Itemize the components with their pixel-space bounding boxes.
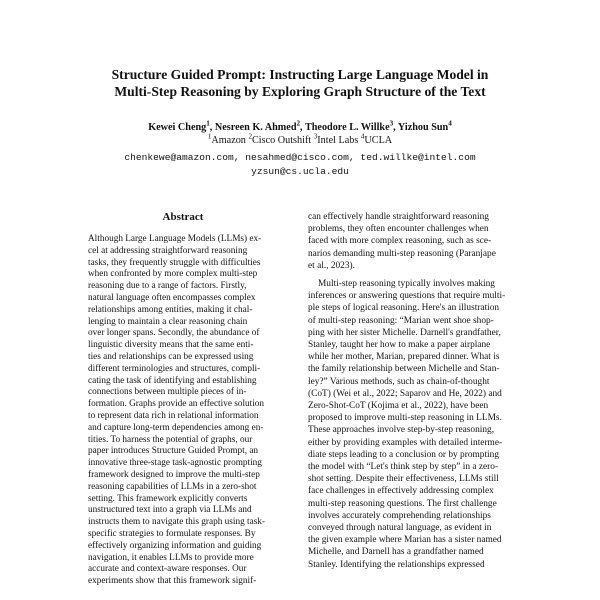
body-line: ping with her sister Michelle. Darnell's grandfather,	[308, 327, 501, 338]
abstract-line: setting. This framework explicitly converts	[88, 493, 248, 504]
abstract-line: when confronted by more complex multi-step	[88, 269, 258, 280]
author-mark: 2	[296, 119, 301, 128]
body-line: et al., 2023).	[308, 260, 355, 271]
affiliation-name: UCLA	[364, 135, 393, 146]
abstract-line: innovative three-stage task-agnostic prompting	[88, 458, 262, 469]
body-line: Michelle, and Darnell has a grandfather named	[308, 547, 484, 558]
abstract-line: to represent data rich in relational information	[88, 410, 259, 421]
body-line: the family relationship between Michelle and Stan-	[308, 364, 500, 375]
abstract-line: experiments show that this framework signif-	[88, 576, 257, 587]
body-line: Zero-Shot-CoT (Kojima et al., 2022), have been	[308, 401, 489, 412]
body-line: Multi-step reasoning typically involves making	[318, 279, 495, 290]
abstract-line: specific strategies to formulate responses. By	[88, 528, 256, 539]
body-line: either by providing examples with detailed interme-	[308, 437, 503, 448]
body-line: involves accurately comprehending relationships	[308, 510, 491, 521]
body-line: ley?” Various methods, such as chain-of-thought	[308, 376, 490, 387]
paper-title-line-2: Multi-Step Reasoning by Exploring Graph Structure of the Text	[114, 84, 486, 99]
body-line: while her mother, Marian, prepared dinner. What is	[308, 352, 500, 363]
author-name: Yizhou Sun	[397, 122, 449, 133]
paper-title-line-1: Structure Guided Prompt: Instructing Large Language Model in	[111, 67, 489, 82]
email-list	[0, 151, 600, 179]
body-line: conveyed through natural language, as evident in	[308, 523, 492, 534]
abstract-line: Although Large Language Models (LLMs) ex-	[88, 234, 262, 244]
body-text-column	[308, 211, 526, 571]
abstract-line: reasoning capabilities of LLMs in a zero-shot	[88, 481, 257, 492]
body-line: diate steps leading to a conclusion or by prompting	[308, 449, 499, 460]
affiliation-name: Amazon	[211, 135, 246, 146]
body-line: proposed to improve multi-step reasoning in LLMs.	[308, 413, 502, 424]
abstract-heading: Abstract	[162, 211, 204, 223]
abstract-line: formation. Graphs provide an effective solution	[88, 399, 265, 410]
body-line: can effectively handle straightforward reasoning	[308, 212, 489, 222]
body-paragraph-2	[308, 278, 526, 571]
abstract-line: linguistic diversity means that the same enti-	[88, 340, 254, 351]
body-line: (CoT) (Wei et al., 2022; Saparov and He, 2022) and	[308, 388, 502, 399]
abstract-line: navigation, it enables LLMs to provide more	[88, 552, 254, 563]
abstract-line: cating the task of identifying and establishing	[88, 375, 257, 386]
body-line: narios demanding multi-step reasoning (Paranjape	[308, 248, 496, 259]
body-line: the given example where Marian has a sister named	[308, 535, 502, 546]
affiliation-mark: 1	[207, 132, 212, 141]
abstract-line: effectively organizing information and guiding	[88, 540, 262, 551]
affiliation-mark: 2	[248, 132, 253, 141]
abstract-line: lenging to maintain a clear reasoning chain	[88, 316, 248, 327]
abstract-line: tities. To harness the potential of graphs, our	[88, 434, 253, 445]
abstract-line: natural language often encompasses complex	[88, 292, 256, 303]
body-line: problems, they often encounter challenges when	[308, 224, 489, 235]
author-name: Theodore L. Willke	[304, 122, 390, 133]
body-line: shot setting. Despite their effectiveness, LLMs still	[308, 474, 499, 485]
affiliation-list	[0, 134, 600, 147]
body-line: ple steps of logical reasoning. Here's an illustration	[308, 303, 500, 314]
body-line: face challenges in effectively addressing complex	[308, 486, 494, 497]
affiliation-mark: 3	[313, 132, 318, 141]
abstract-line: relationships among entities, making it chal-	[88, 304, 253, 315]
body-line: faced with more complex reasoning, such as sce-	[308, 236, 492, 247]
email-line-1: chenkewe@amazon.com, nesahmed@cisco.com, ted.willke@intel.com	[124, 152, 476, 163]
body-line: of multi-step reasoning: “Marian went shoe shop-	[308, 315, 494, 326]
author-mark: 1	[206, 119, 210, 128]
abstract-line: accurate and context-aware responses. Our	[88, 564, 247, 575]
abstract-line: tasks, they frequently struggle with difficulties	[88, 257, 261, 268]
abstract-line: ties and relationships can be expressed using	[88, 351, 254, 362]
abstract-line: and capture long-term dependencies among en-	[88, 422, 264, 433]
body-line: These approaches involve step-by-step reasoning,	[308, 425, 495, 436]
abstract-line: cel at addressing straightforward reasoning	[88, 245, 248, 256]
author-list: Kewei Cheng$^1$, Nesreen K. Ahmed$^2$, Theodore L. Willke$^3$, Yizhou Sun$^4$	[148, 119, 452, 133]
abstract-line: over longer spans. Secondly, the abundance of	[88, 328, 260, 339]
affiliation-mark: 4	[360, 132, 365, 141]
body-line: inferences or answering questions that require multi-	[308, 291, 506, 302]
affiliation-name: Intel Labs	[317, 135, 359, 146]
body-line: Stanley. Identifying the relationships expressed	[308, 559, 485, 570]
body-line: multi-step reasoning questions. The first challenge	[308, 498, 497, 509]
body-line: Stanley, taught her how to make a paper airplane	[308, 340, 491, 351]
author-name: Nesreen K. Ahmed	[214, 122, 297, 133]
author-mark: 3	[389, 119, 394, 128]
abstract-line: instructs them to navigate this graph using task-	[88, 517, 266, 528]
email-line-2: yzsun@cs.ucla.edu	[251, 166, 349, 177]
abstract-line: connections between multiple pieces of in-	[88, 387, 247, 398]
paper-title	[0, 66, 600, 100]
abstract-line: unstructured text into a graph via LLMs and	[88, 505, 252, 516]
abstract-line: framework designed to improve the multi-step	[88, 469, 260, 480]
body-line: the model with “Let's think step by step” in a zero-	[308, 462, 499, 473]
affiliation-name: Cisco Outshift	[252, 135, 312, 146]
abstract-body	[88, 234, 278, 588]
abstract-line: reasoning due to a range of factors. Firstly,	[88, 281, 247, 292]
abstract-line: different terminologies and structures, compli-	[88, 363, 261, 374]
author-mark: 4	[448, 119, 452, 128]
author-name: Kewei Cheng	[148, 122, 207, 133]
abstract-line: paper introduces Structure Guided Prompt, an	[88, 446, 259, 457]
